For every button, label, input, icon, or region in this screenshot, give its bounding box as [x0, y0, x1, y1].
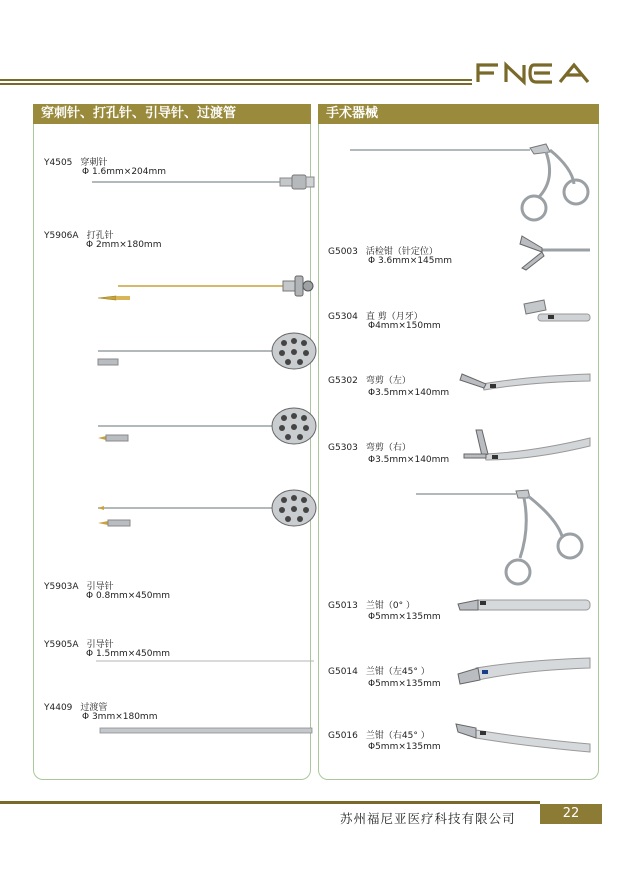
transition-tube-image	[100, 727, 315, 735]
item-g5003-dim: Φ 3.6mm×145mm	[368, 256, 453, 266]
logo-text: FNEA	[474, 60, 477, 61]
item-g5304-code: G5304 直 剪（月牙）	[328, 312, 423, 322]
item-g5014-dim: Φ5mm×135mm	[368, 679, 441, 689]
item-g5013-dim: Φ5mm×135mm	[368, 612, 441, 622]
rongeur-large-image	[350, 140, 590, 230]
page-number: 22	[540, 804, 602, 824]
item-g5304-name: 直 剪（月牙）	[365, 312, 423, 322]
trephine-drill-3-image	[98, 490, 323, 530]
item-y5906a-code: Y5906A 打孔针	[44, 231, 114, 241]
item-g5003-code: G5003 活检钳（针定位）	[328, 247, 438, 257]
header-rule-top	[0, 79, 472, 81]
brand-logo	[474, 60, 604, 86]
guide-wire-image	[96, 658, 316, 664]
item-g5303-name: 弯剪（右）	[365, 443, 411, 453]
header-rule-bottom	[0, 83, 472, 85]
item-y4505-code: Y4505 穿刺针	[44, 158, 108, 168]
rongeur-medium-image	[416, 488, 588, 588]
item-y5903a-name: 引导针	[86, 582, 114, 592]
straight-scissors-image	[522, 296, 590, 332]
item-y5903a-dim: Φ 0.8mm×450mm	[86, 591, 171, 601]
item-y4409-code: Y4409 过渡管	[44, 703, 108, 713]
item-g5303-dim: Φ3.5mm×140mm	[368, 455, 450, 465]
item-g5304-dim: Φ4mm×150mm	[368, 321, 441, 331]
item-y4505-name: 穿刺针	[80, 158, 108, 168]
item-g5016-code: G5016 兰钳（右45° ）	[328, 731, 430, 741]
trephine-drill-1-image	[98, 333, 323, 373]
item-y5905a-code: Y5905A 引导针	[44, 640, 114, 650]
item-y5903a-code: Y5903A 引导针	[44, 582, 114, 592]
left-panel	[33, 124, 311, 780]
curved-scissors-left-image	[460, 366, 590, 398]
kerrison-right45-image	[454, 718, 590, 754]
item-g5013-name: 兰钳（0° ）	[365, 601, 415, 611]
item-y5905a-name: 引导针	[86, 640, 114, 650]
item-y5906a-dim: Φ 2mm×180mm	[86, 240, 162, 250]
item-y4409-dim: Φ 3mm×180mm	[82, 712, 158, 722]
curved-scissors-right-image	[462, 428, 590, 468]
item-y5906a-name: 打孔针	[86, 231, 114, 241]
item-g5014-name: 兰钳（左45° ）	[365, 667, 430, 677]
item-y5905a-dim: Φ 1.5mm×450mm	[86, 649, 171, 659]
item-g5014-code: G5014 兰钳（左45° ）	[328, 667, 430, 677]
item-g5016-dim: Φ5mm×135mm	[368, 742, 441, 752]
biopsy-forceps-image	[518, 234, 590, 274]
item-g5003-name: 活检钳（针定位）	[365, 247, 438, 257]
item-g5303-code: G5303 弯剪（右）	[328, 443, 411, 453]
company-name: 苏州福尼亚医疗科技有限公司	[340, 811, 516, 826]
item-g5302-dim: Φ3.5mm×140mm	[368, 388, 450, 398]
trephine-drill-2-image	[98, 408, 323, 448]
item-g5016-name: 兰钳（右45° ）	[365, 731, 430, 741]
item-g5302-name: 弯剪（左）	[365, 376, 411, 386]
footer-rule	[0, 801, 540, 804]
item-y4409-name: 过渡管	[80, 703, 108, 713]
kerrison-left45-image	[456, 654, 590, 690]
right-section-title: 手术器械	[318, 104, 599, 124]
puncture-needle-image	[92, 172, 322, 192]
gold-trocar-image	[98, 272, 323, 302]
item-g5013-code: G5013 兰钳（0° ）	[328, 601, 415, 611]
kerrison-0-image	[456, 594, 590, 618]
left-section-title: 穿刺针、打孔针、引导针、过渡管	[33, 104, 311, 124]
item-g5302-code: G5302 弯剪（左）	[328, 376, 411, 386]
item-y4505-dim: Φ 1.6mm×204mm	[82, 167, 167, 177]
